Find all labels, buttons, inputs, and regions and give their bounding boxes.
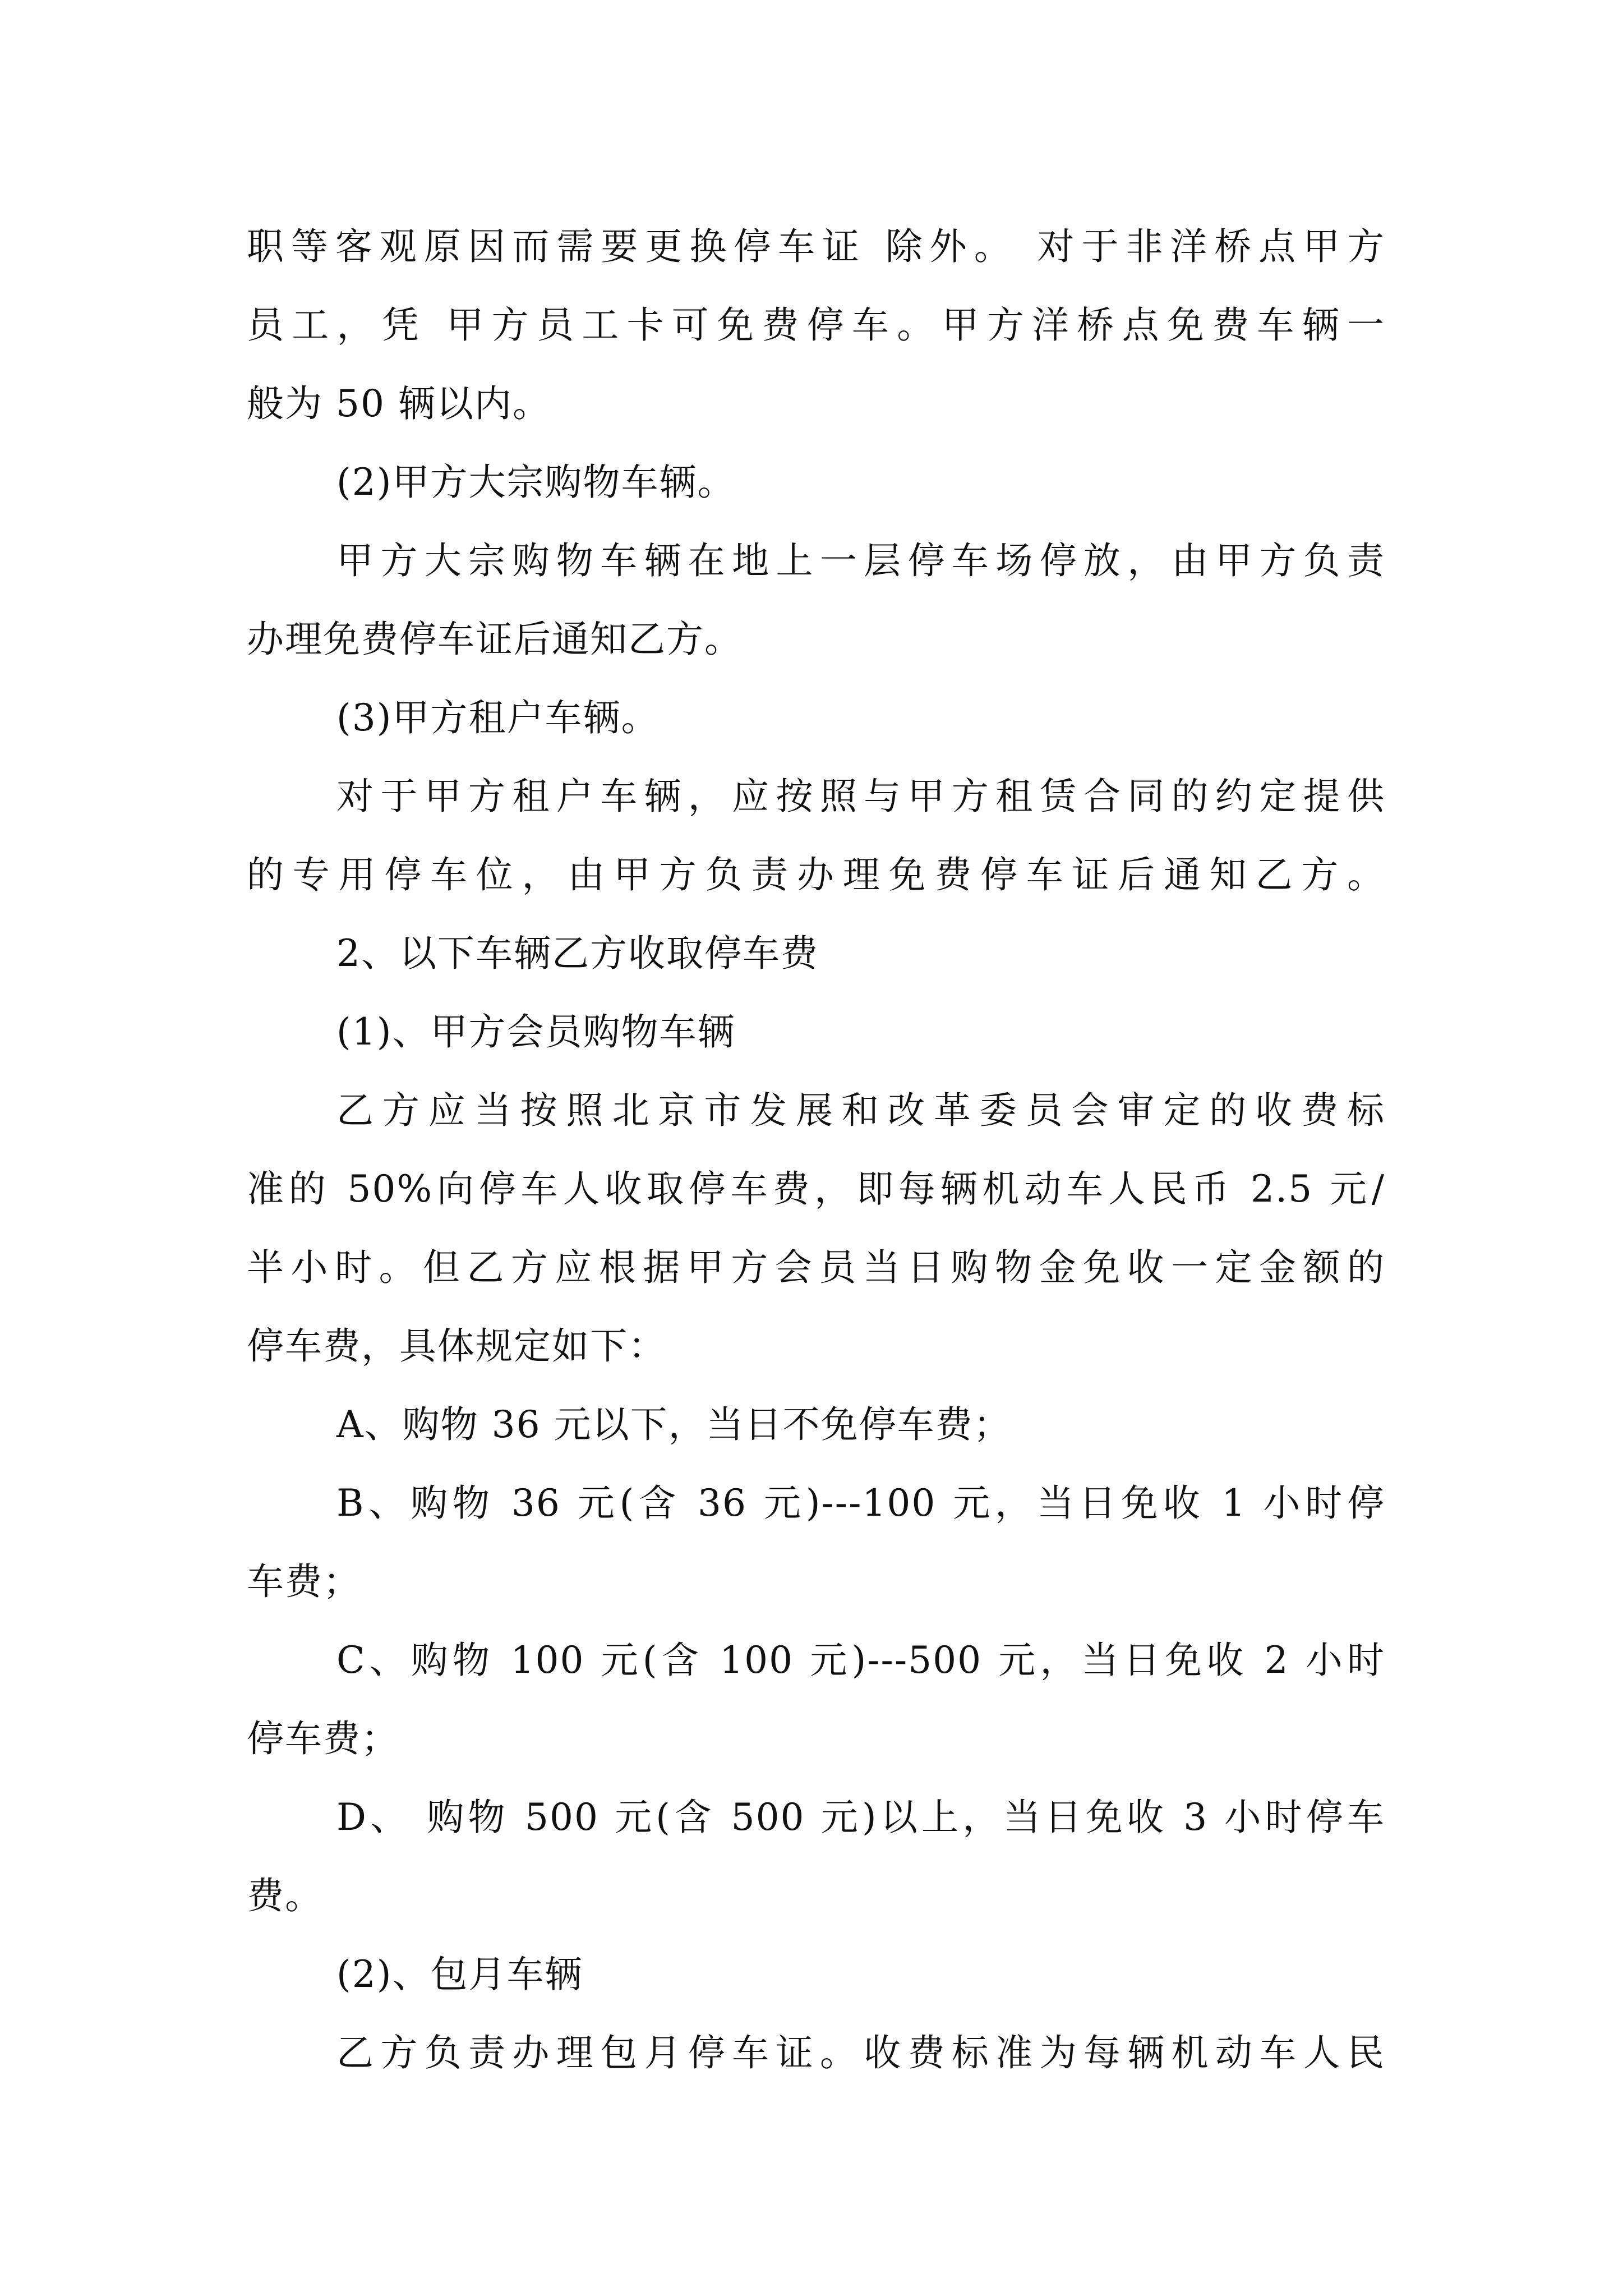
section-heading: (2)、包月车辆 <box>336 1953 583 1996</box>
text-line: 乙方应当按照北京市发展和改革委员会审定的收费标 <box>336 1089 1385 1132</box>
list-item: D、 购物 500 元(含 500 元)以上，当日免收 3 小时停车 <box>336 1796 1385 1839</box>
text-line: 停车费，具体规定如下： <box>247 1324 666 1368</box>
text-line: 乙方负责办理包月停车证。收费标准为每辆机动车人民 <box>336 2031 1385 2074</box>
text-line: 对于甲方租户车辆，应按照与甲方租赁合同的约定提供 <box>336 775 1385 818</box>
section-heading: (2)甲方大宗购物车辆。 <box>336 461 736 504</box>
text-line: 停车费； <box>247 1717 399 1760</box>
text-line: 甲方大宗购物车辆在地上一层停车场停放，由甲方负责 <box>336 539 1385 582</box>
text-line: 准的 50%向停车人收取停车费，即每辆机动车人民币 2.5 元/ <box>247 1167 1385 1211</box>
text-line: 费。 <box>247 1874 323 1917</box>
text-line: 办理免费停车证后通知乙方。 <box>247 618 743 661</box>
text-line: 员工，凭 甲方员工卡可免费停车。甲方洋桥点免费车辆一 <box>247 303 1385 347</box>
text-line: 职等客观原因而需要更换停车证 除外。 对于非洋桥点甲方 <box>247 225 1385 268</box>
list-item: B、购物 36 元(含 36 元)---100 元，当日免收 1 小时停 <box>336 1481 1385 1525</box>
section-heading: (1)、甲方会员购物车辆 <box>336 1010 736 1053</box>
section-heading: 2、以下车辆乙方收取停车费 <box>336 932 819 975</box>
text-line: 车费； <box>247 1560 361 1603</box>
text-line: 般为 50 辆以内。 <box>247 382 551 425</box>
list-item: C、购物 100 元(含 100 元)---500 元，当日免收 2 小时 <box>336 1639 1385 1682</box>
text-line: 的专用停车位，由甲方负责办理免费停车证后通知乙方。 <box>247 853 1385 896</box>
section-heading: (3)甲方租户车辆。 <box>336 696 660 739</box>
text-line: 半小时。但乙方应根据甲方会员当日购物金免收一定金额的 <box>247 1246 1385 1289</box>
list-item: A、购物 36 元以下，当日不免停车费； <box>336 1403 1012 1446</box>
document-body <box>247 208 1385 2092</box>
